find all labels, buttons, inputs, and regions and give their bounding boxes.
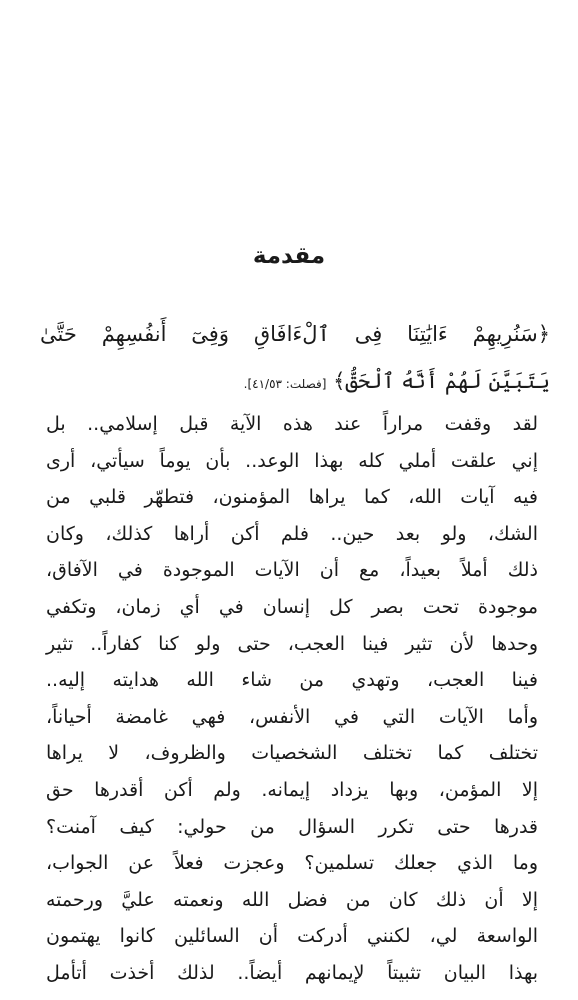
paragraph-line: وأما الآيات التي في الأنفس، فهي غامضة أحياناً،	[46, 705, 538, 728]
paragraph-line: فينا العجب، وتهدي من شاء الله هدايته إليه..	[46, 669, 538, 692]
paragraph-line: فيه آيات الله، كما يراها المؤمنون، فتطهّر قلبي من	[46, 486, 538, 509]
paragraph-line: بهذا البيان تثبيتاً لإيمانهم أيضاً.. لذلك أخذت أتأمل	[46, 961, 538, 984]
paragraph-line: لقد وقفت مراراً عند هذه الآية قبل إسلامي.. بل	[46, 413, 538, 435]
paragraph-line: الشك، ولو بعد حين.. فلم أكن أراها كذلك، وكان	[46, 522, 538, 545]
quran-verse	[40, 311, 550, 408]
paragraph-line: إلا المؤمن، وبها يزداد إيمانه. ولم أكن أقدرها حق	[46, 778, 538, 801]
paragraph-line: تختلف كما تختلف الشخصيات والظروف، لا يراها	[46, 742, 538, 765]
verse-line: ﴿سَنُرِيهِمْ ءَايَٰتِنَا فِى ٱلْءَافَاقِ وَفِىٓ أَنفُسِهِمْ حَتَّىٰ	[40, 322, 550, 346]
chapter-title: مقدمة	[252, 243, 326, 269]
paragraph-line: ذلك أملاً بعيداً، مع أن الآيات الموجودة في الآفاق،	[46, 559, 538, 582]
paragraph-line: وما الذي جعلك تسلمين؟ وعجزت فعلاً عن الجواب،	[46, 852, 538, 875]
verse-line: يَتَبَيَّنَ لَهُمْ أَنَّهُ ٱلْحَقُّ﴾	[333, 369, 550, 393]
verse-source: [فصلت: ٤١/٥٣].	[243, 377, 327, 391]
paragraph-line: إني علقت أملي كله بهذا الوعد.. بأن يوماً سيأتي، أرى	[46, 449, 538, 472]
paragraph-line: وحدها لأن تثير فينا العجب، حتى ولو كنا كفاراً.. تثير	[46, 632, 538, 655]
paragraph-line: موجودة تحت بصر كل إنسان في أي زمان، وتكفي	[46, 595, 538, 618]
paragraph-line: قدرها حتى تكرر السؤال من حولي: كيف آمنت؟	[46, 815, 538, 838]
paragraph-line: إلا أن ذلك كان من فضل الله ونعمته عليَّ ورحمته	[46, 888, 538, 911]
paragraph-line: الواسعة لي، لكنني أدركت أن السائلين كانوا يهتمون	[46, 925, 538, 948]
paragraph	[46, 406, 538, 992]
